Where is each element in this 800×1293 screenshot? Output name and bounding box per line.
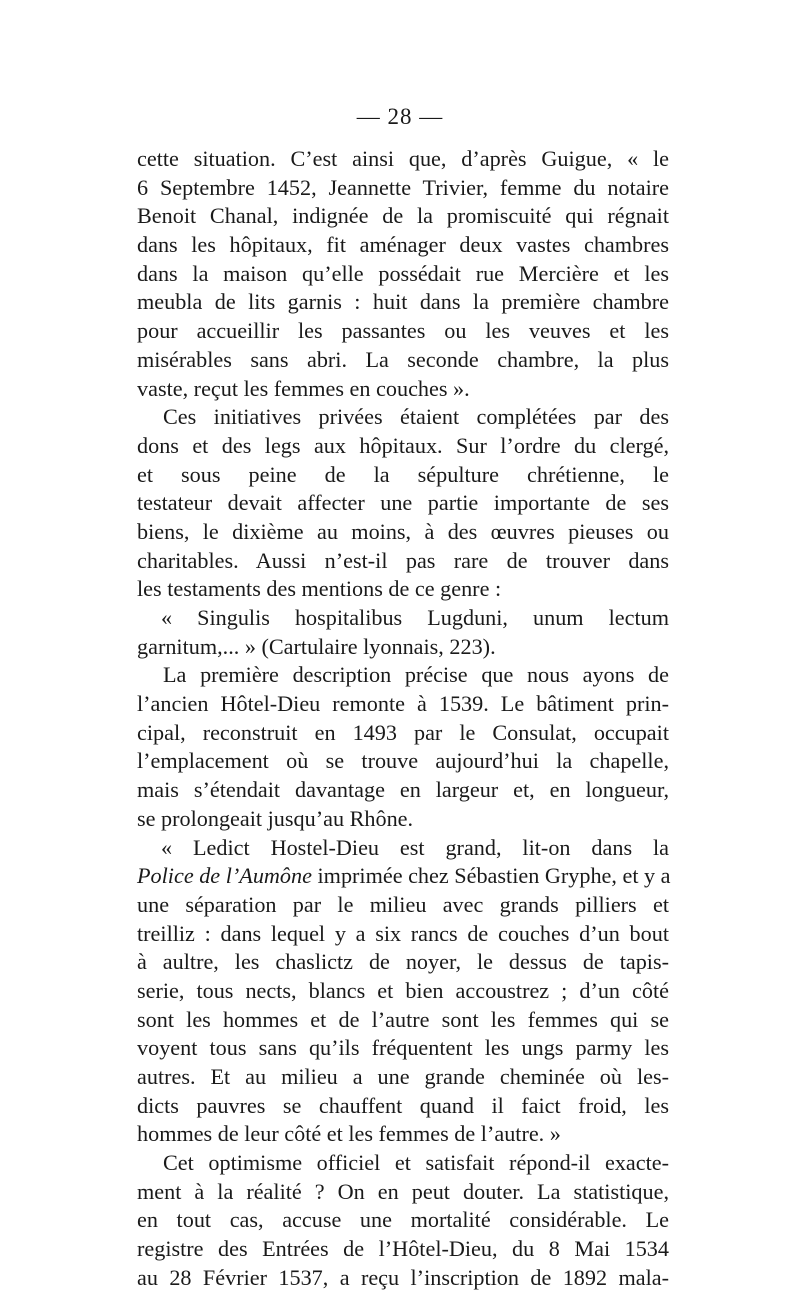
- text-fragment: imprimée chez Sébastien Gryphe, et y a: [311, 863, 671, 889]
- text-line: se prolongeait jusqu’au Rhône.: [137, 805, 414, 831]
- text-line: ment à la réalité ? On en peut douter. La statistique,: [137, 1178, 669, 1204]
- text-line: l’emplacement où se trouve aujourd’hui la chapelle,: [137, 748, 669, 774]
- text-line: l’ancien Hôtel-Dieu remonte à 1539. Le bâtiment prin-: [137, 691, 669, 717]
- text-line: cipal, reconstruit en 1493 par le Consulat, occupait: [137, 719, 669, 745]
- text-line: Ces initiatives privées étaient complétées par des: [163, 404, 669, 430]
- text-line: dons et des legs aux hôpitaux. Sur l’ordre du clergé,: [137, 432, 669, 458]
- text-line: 6 Septembre 1452, Jeannette Trivier, femme du notaire: [137, 174, 669, 200]
- text-line: mais s’étendait davantage en largeur et, en longueur,: [137, 777, 669, 803]
- text-line: cette situation. C’est ainsi que, d’après Guigue, « le: [137, 146, 669, 171]
- text-line: hommes de leur côté et les femmes de l’autre. »: [137, 1121, 561, 1147]
- text-line: à aultre, les chaslictz de noyer, le dessus de tapis-: [137, 949, 669, 975]
- book-title: Police de l’Aumône: [137, 863, 312, 889]
- text-line: dicts pauvres se chauffent quand il faict froid, les: [137, 1092, 669, 1118]
- text-line: pour accueillir les passantes ou les veuves et les: [137, 318, 669, 344]
- text-line: charitables. Aussi n’est-il pas rare de trouver dans: [137, 547, 669, 573]
- text-line: voyent tous sans qu’ils fréquentent les ungs parmy les: [137, 1035, 669, 1061]
- body-text: [137, 145, 669, 1293]
- text-line: les testaments des mentions de ce genre :: [137, 576, 502, 602]
- text-line: Cet optimisme officiel et satisfait répond-il exacte-: [163, 1150, 669, 1176]
- text-line: « Ledict Hostel-Dieu est grand, lit-on dans la: [161, 834, 669, 860]
- text-line: biens, le dixième au moins, à des œuvres pieuses ou: [137, 518, 669, 544]
- text-line: treilliz : dans lequel y a six rancs de couches d’un bout: [137, 920, 669, 946]
- text-line: au 28 Février 1537, a reçu l’inscription de 1892 mala-: [137, 1264, 669, 1290]
- text-line: La première description précise que nous ayons de: [163, 662, 669, 688]
- text-line: une séparation par le milieu avec grands pilliers et: [137, 891, 669, 917]
- text-line: dans les hôpitaux, fit aménager deux vastes chambres: [137, 232, 669, 258]
- text-line: en tout cas, accuse une mortalité considérable. Le: [137, 1207, 669, 1233]
- text-line: meubla de lits garnis : huit dans la première chambre: [137, 289, 669, 315]
- text-line: vaste, reçut les femmes en couches ».: [137, 375, 470, 401]
- text-line: dans la maison qu’elle possédait rue Mercière et les: [137, 260, 669, 286]
- text-line: registre des Entrées de l’Hôtel-Dieu, du 8 Mai 1534: [137, 1236, 669, 1262]
- text-line-with-title: [137, 862, 669, 891]
- text-line: « Singulis hospitalibus Lugduni, unum lectum: [161, 605, 669, 630]
- text-line: sont les hommes et de l’autre sont les femmes qui se: [137, 1006, 669, 1032]
- text-line: et sous peine de la sépulture chrétienne, le: [137, 461, 669, 487]
- text-line: serie, tous nects, blancs et bien accoustrez ; d’un côté: [137, 977, 669, 1003]
- page-number: — 28 —: [356, 104, 444, 129]
- text-line: Benoit Chanal, indignée de la promiscuité qui régnait: [137, 203, 669, 229]
- text-line: garnitum,... » (Cartulaire lyonnais, 223).: [137, 633, 496, 659]
- text-line: autres. Et au milieu a une grande cheminée où les-: [137, 1064, 669, 1089]
- text-line: misérables sans abri. La seconde chambre, la plus: [137, 346, 669, 372]
- text-line: testateur devait affecter une partie importante de ses: [137, 490, 669, 516]
